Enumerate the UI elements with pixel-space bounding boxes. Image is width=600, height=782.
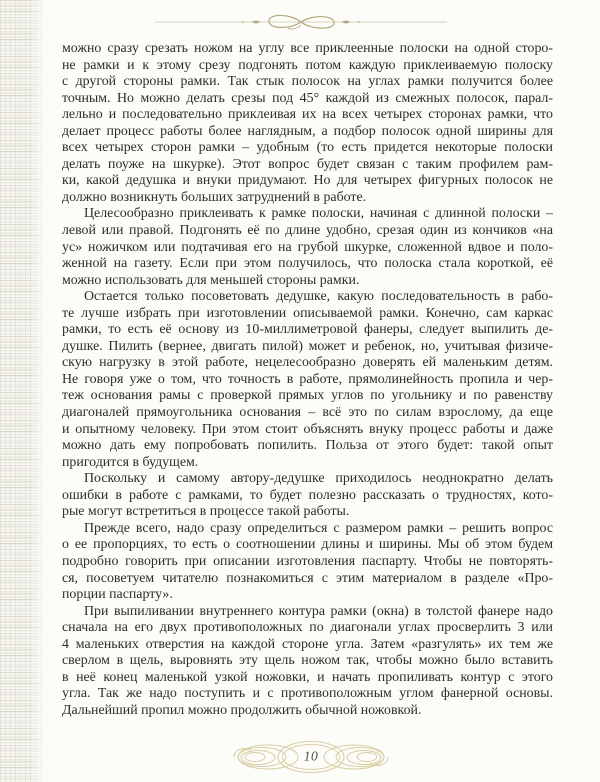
- text-line: Поскольку и самому автору-дедушке приходилось неоднократно делать: [84, 471, 553, 487]
- text-line: При выпиливании внутреннего контура рамки (окна) в толстой фанере надо: [84, 603, 553, 619]
- text-line: должно возникнуть больших затруднений в работе.: [62, 189, 367, 205]
- text-line: диагоналей прямоугольника основания – всё это по силам взрослому, да еще: [62, 405, 553, 421]
- text-line: Дальнейший пропил можно продолжить обычной ножовкой.: [62, 702, 422, 718]
- left-page-edge-texture: [0, 0, 48, 782]
- text-line: Прежде всего, надо сразу определиться с размером рамки – решить вопрос: [84, 520, 553, 536]
- text-line: рые могут встретиться в процессе такой работы.: [62, 504, 350, 520]
- body-text: [62, 41, 553, 719]
- text-line: Целесообразно приклеивать к рамке полоски, начиная с длинной полоски –: [84, 206, 553, 222]
- text-line: левой или правой. Подгонять её по длине удобно, срезая один из кончиков «на: [62, 223, 553, 239]
- header-divider-ornament: [151, 9, 451, 40]
- text-line: можно сразу срезать ножом на углу все приклеенные полоски на одной сторо-: [62, 41, 553, 56]
- scroll-flourish-icon: [151, 9, 451, 35]
- text-line: скую нагрузку в этой работе, нецелесообразно доверять ей маленьким детям.: [62, 355, 553, 371]
- text-line: точным. Но можно делать срезы под 45° каждой из смежных полосок, парал-: [62, 90, 553, 106]
- text-line: душке. Пилить (вернее, двигать пилой) может и ребенок, но, учитывая физиче-: [62, 338, 553, 354]
- text-line: порции паспарту».: [62, 587, 173, 603]
- text-line: рамки, то есть её основу из 10-миллиметровой фанеры, следует выпилить де-: [62, 322, 553, 338]
- text-line: теж основания рамы с проверкой прямых углов по угольнику и по равенству: [62, 388, 553, 404]
- text-line: о ее пропорциях, то есть о соотношении длины и ширины. Мы об этом будем: [62, 537, 553, 553]
- text-line: подробно говорить при описании изготовления паспарту. Чтобы не повторять-: [62, 553, 553, 569]
- text-line: пригодится в будущем.: [62, 454, 199, 470]
- page-number: 10: [303, 748, 319, 764]
- text-line: не рамки и к этому срезу подгонять потом каждую приклеиваемую полоску: [62, 57, 553, 73]
- footer-page-ornament: [226, 736, 396, 778]
- text-line: всех четырех сторон рамки – удобным (то есть придется некоторые полоски: [62, 140, 553, 156]
- text-line: сверлом в щель, выровнять эту щель ножом так, чтобы можно было вставить: [62, 653, 553, 669]
- text-line: делает процесс работы более наглядным, а подбор полосок одной ширины для: [62, 123, 553, 139]
- text-line: в неё конец маленькой узкой ножовки, и начать пропиливать контур с этого: [62, 669, 553, 685]
- text-line: Не говоря уже о том, что точность в работе, прямолинейность пропила и чер-: [62, 371, 553, 387]
- text-line: ошибки в работе с рамками, то будет полезно рассказать о трудностях, кото-: [62, 487, 553, 503]
- text-line: Остается только посоветовать дедушке, какую последовательность в рабо-: [84, 289, 553, 305]
- text-line: ус» ножичком или подтачивая его на грубой шкурке, сложенной вдвое и поло-: [62, 239, 553, 255]
- text-line: угла. Так же надо поступить и с противоположным углом фанерной основы.: [62, 686, 553, 702]
- text-line: женной на газету. Если при этом получилось, что полоска стала короткой, её: [62, 256, 553, 272]
- text-line: 4 маленьких отверстия на каждой стороне угла. Затем «разгулять» их тем же: [62, 636, 553, 652]
- text-line: можно использовать для меньшей стороны рамки.: [62, 272, 360, 288]
- text-line: ся, посоветуем читателю познакомиться с этим материалом в разделе «Про-: [62, 570, 553, 586]
- text-line: и опытному человеку. При этом стоит объяснять внуку процесс работы и даже: [62, 421, 553, 437]
- text-line: можно дать ему попробовать попилить. Польза от этого будет: такой опыт: [62, 438, 553, 454]
- text-line: с другой стороны рамки. Так стык полосок на углах рамки получится более: [62, 74, 553, 90]
- text-line: ки, какой дедушка и внуки придумают. Но для четырех фигурных полосок не: [62, 173, 553, 189]
- text-line: сначала на его двух противоположных по диагонали углах просверлить 3 или: [62, 620, 553, 636]
- text-line: лельно и последовательно приклеивая их на всех четырех сторонах рамки, что: [62, 107, 553, 123]
- text-line: те лучше избрать при изготовлении описываемой рамки. Конечно, сам каркас: [62, 305, 553, 321]
- text-line: делать поуже на шкурке). Этот вопрос будет связан с таким профилем рам-: [62, 156, 553, 172]
